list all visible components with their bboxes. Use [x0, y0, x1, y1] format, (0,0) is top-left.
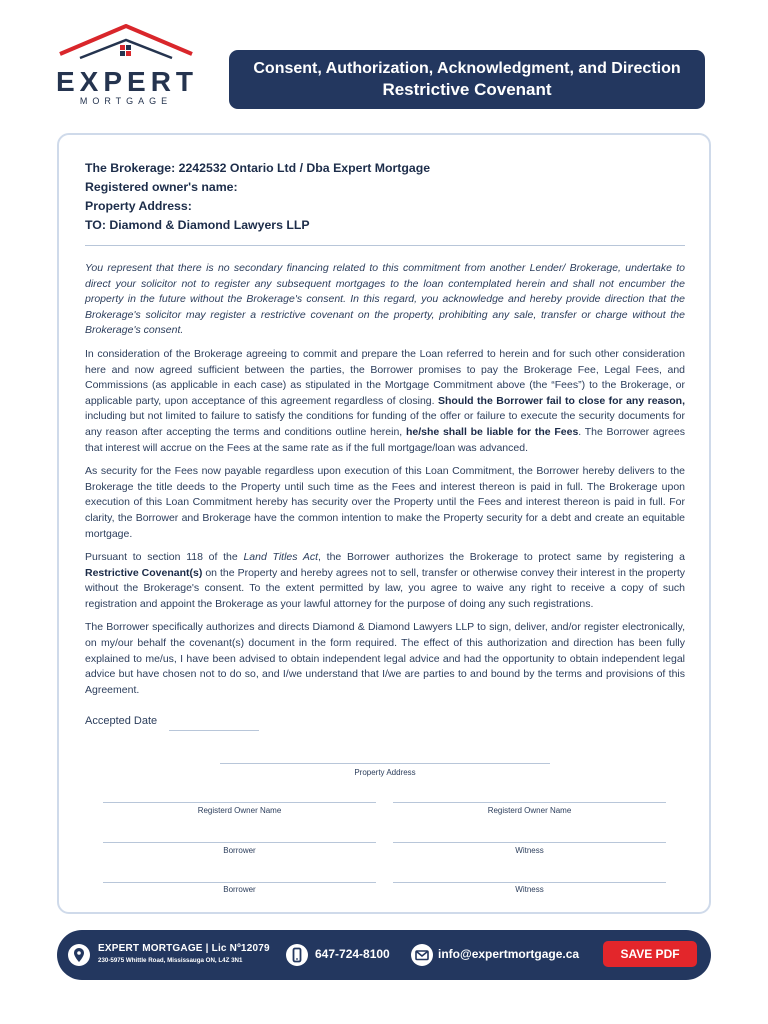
witness-label-1: Witness — [515, 846, 544, 855]
footer-company: EXPERT MORTGAGE | Lic Nº12079 — [98, 943, 270, 954]
to-line: TO: Diamond & Diamond Lawyers LLP — [85, 218, 310, 232]
agreement-body — [85, 261, 685, 706]
paragraph-covenant — [85, 550, 685, 612]
owner-name-line: Registered owner's name: — [85, 180, 238, 194]
brokerage-line: The Brokerage: 2242532 Ontario Ltd / Dba Expert Mortgage — [85, 161, 431, 175]
page-title-line2: Restrictive Covenant — [382, 80, 552, 99]
footer-bar — [57, 930, 711, 980]
owner-name-left-label: Registerd Owner Name — [197, 806, 282, 815]
page-title-line1: Consent, Authorization, Acknowledgment, and Direction — [253, 60, 681, 77]
bold-span: Should the Borrower fail to close for any reason, — [438, 394, 685, 407]
document-card — [57, 133, 711, 914]
owner-name-left-line[interactable] — [103, 802, 376, 803]
paragraph-fees — [85, 347, 685, 456]
owner-name-right-line[interactable] — [393, 802, 666, 803]
footer-address: 230-5975 Whittle Road, Mississauga ON, L4Z 3N1 — [98, 957, 243, 964]
owner-name-right-label: Registerd Owner Name — [487, 806, 572, 815]
italic-span: Land Titles Act — [243, 551, 319, 564]
logo-sub: MORTGAGE — [79, 96, 173, 106]
witness-signature-line-2[interactable] — [393, 882, 666, 883]
bold-span: he/she shall be liable for the Fees — [405, 425, 579, 438]
borrower-label-2: Borrower — [223, 885, 256, 894]
property-address-line: Property Address: — [85, 199, 192, 213]
text-span: including but not limited to failure to satisfy the conditions for funding of the offer or failure to execute the security documents for any reason after accepting the terms and conditions outline herein, — [85, 410, 685, 438]
borrower-signature-line-1[interactable] — [103, 842, 376, 843]
paragraph-authorization: The Borrower specifically authorizes and directs Diamond & Diamond Lawyers LLP to sign, deliver, and/or register electronically, on my/our behalf the covenant(s) document in the form required. The effect of this authorization and direction has been fully explained to me/us, I have been advised to obtain independent legal advice and had the opportunity to obtain independent legal advice but have chosen not to do so, and I/we understand that I/we are parties to and bound by the terms and provisions of this Agreement. — [85, 621, 685, 696]
house-roof-icon — [56, 22, 196, 66]
save-pdf-button[interactable]: SAVE PDF — [603, 941, 697, 967]
witness-signature-line-1[interactable] — [393, 842, 666, 843]
borrower-signature-line-2[interactable] — [103, 882, 376, 883]
header-info — [85, 159, 687, 235]
location-pin-icon — [68, 944, 90, 966]
phone-icon — [286, 944, 308, 966]
text-span: Pursuant to section 118 of the — [85, 551, 244, 564]
text-span: In consideration of the Brokerage agreeing to commit and prepare the Loan referred to herein and for such other consideration here and now agreed sufficient between the parties, the Borrower promises to pay the Brokerage Fee, Legal Fees, and Commissions (as applicable in each case) as stipulated in the Mortgage Commitment above (the “Fees”) to the Brokerage, or applicable party, upon acceptance of this agreement regardless of closing. — [85, 347, 685, 407]
title-banner — [229, 50, 705, 109]
footer-email[interactable]: info@expertmortgage.ca — [438, 947, 580, 961]
paragraph-secondary-financing: You represent that there is no secondary financing related to this commitment from another Lender/ Brokerage, undertake to direct your solicitor not to register any subsequent mortgages to the loan contemplated herein and shall not encumber the property in the future without the Brokerage's consent. In this regard, you acknowledge and hereby provide direction that the Brokerage's solicitor may register a restrictive covenant on the property, prohibiting any sale, transfer or charge without the Brokerage's consent. — [85, 262, 685, 337]
text-span: on the Property and hereby agrees not to sell, transfer or otherwise convey their interest in the property without the Brokerage's consent. To the extent permitted by law, you agree to waive any right to receive a copy of such registration and appoint the Brokerage as your lawful attorney for the purpose of doing any such registrations. — [85, 566, 685, 610]
footer-phone[interactable]: 647-724-8100 — [315, 947, 390, 961]
text-span: . The Borrower agrees that interest will accrue on the Fees at the same rate as if the full mortgage/loan was advanced. — [85, 425, 685, 454]
email-icon — [411, 944, 433, 966]
property-address-signature-line[interactable] — [220, 763, 550, 764]
accepted-date-field[interactable] — [169, 730, 259, 731]
accepted-date-label: Accepted Date — [85, 715, 158, 727]
text-span: , the Borrower authorizes the Brokerage to protect same by registering a — [318, 551, 686, 564]
bold-span: Restrictive Covenant(s) — [85, 566, 203, 579]
property-address-label: Property Address — [354, 768, 416, 777]
expert-mortgage-logo — [56, 22, 199, 108]
divider — [85, 245, 685, 246]
logo-word: EXPERT — [56, 66, 199, 97]
witness-label-2: Witness — [515, 885, 544, 894]
borrower-label-1: Borrower — [223, 846, 256, 855]
paragraph-security: As security for the Fees now payable regardless upon execution of this Loan Commitment, the Borrower hereby delivers to the Brokerage the title deeds to the Property until such time as the Fees and interest thereon is paid in full. The Brokerage upon execution of this Loan Commitment hereby has security over the Property until the Fees and interest thereon is paid in full. For clarity, the Borrower and Brokerage have the common intention to make the Property security for a debt and create an equitable mortgage. — [85, 465, 685, 540]
